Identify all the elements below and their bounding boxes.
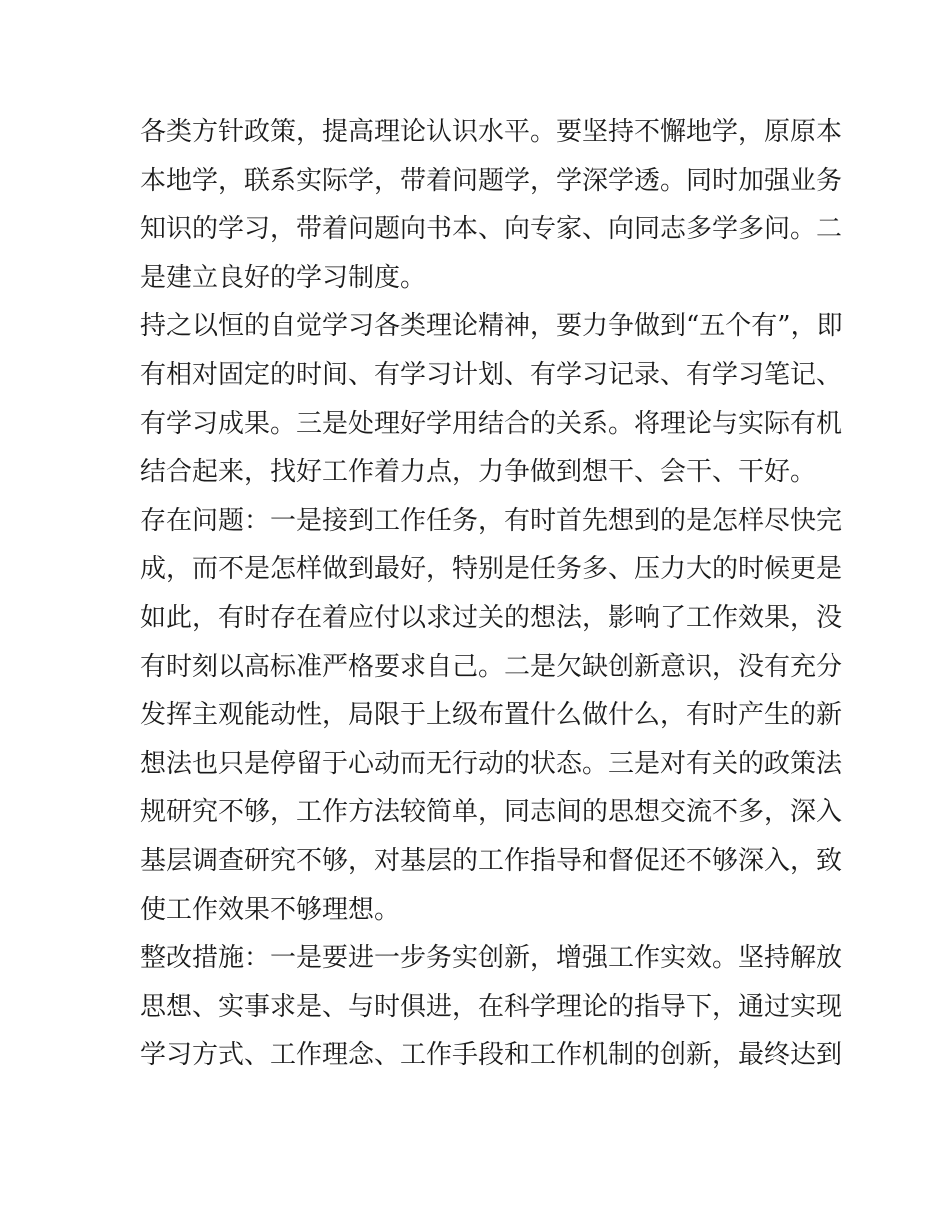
text-line: 如此，有时存在着应付以求过关的想法，影响了工作效果，没 bbox=[140, 602, 843, 633]
text-line: 结合起来，找好工作着力点，力争做到想干、会干、干好。 bbox=[140, 457, 817, 488]
text-line: 本地学，联系实际学，带着问题学，学深学透。同时加强业务 bbox=[140, 165, 843, 196]
text-line: 有学习成果。三是处理好学用结合的关系。将理论与实际有机 bbox=[140, 408, 843, 439]
text-line: 思想、实事求是、与时俱进，在科学理论的指导下，通过实现 bbox=[140, 991, 843, 1022]
text-line: 规研究不够，工作方法较简单，同志间的思想交流不多，深入 bbox=[140, 797, 843, 828]
text-line: 使工作效果不够理想。 bbox=[140, 894, 401, 925]
text-line: 整改措施：一是要进一步务实创新，增强工作实效。坚持解放 bbox=[140, 943, 843, 974]
text-line: 想法也只是停留于心动而无行动的状态。三是对有关的政策法 bbox=[140, 748, 843, 779]
text-line: 存在问题：一是接到工作任务，有时首先想到的是怎样尽快完 bbox=[140, 505, 843, 536]
text-line: 学习方式、工作理念、工作手段和工作机制的创新，最终达到 bbox=[140, 1040, 843, 1071]
text-line: 发挥主观能动性，局限于上级布置什么做什么，有时产生的新 bbox=[140, 700, 843, 731]
text-line: 各类方针政策，提高理论认识水平。要坚持不懈地学，原原本 bbox=[140, 117, 843, 147]
text-line: 成，而不是怎样做到最好，特别是任务多、压力大的时候更是 bbox=[140, 554, 843, 585]
text-line: 基层调查研究不够，对基层的工作指导和督促还不够深入，致 bbox=[140, 845, 843, 876]
text-line: 有时刻以高标准严格要求自己。二是欠缺创新意识，没有充分 bbox=[140, 651, 843, 682]
text-line: 知识的学习，带着问题向书本、向专家、向同志多学多问。二 bbox=[140, 214, 843, 245]
document-body bbox=[140, 108, 843, 1080]
text-line: 持之以恒的自觉学习各类理论精神，要力争做到“五个有”，即 bbox=[140, 311, 843, 342]
text-line: 有相对固定的时间、有学习计划、有学习记录、有学习笔记、 bbox=[140, 359, 843, 390]
text-line: 是建立良好的学习制度。 bbox=[140, 262, 427, 293]
